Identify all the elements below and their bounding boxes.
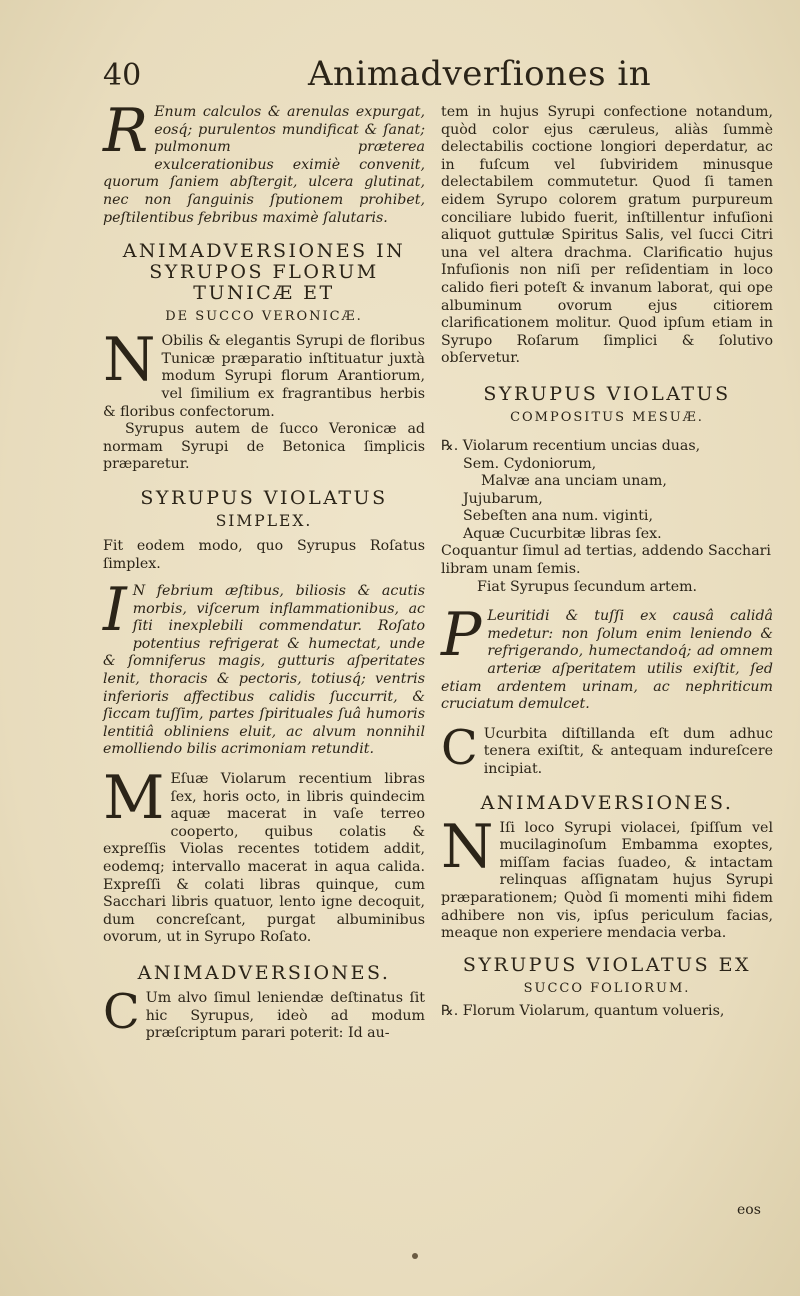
paragraph-text: Ucurbita diſtillanda eſt dum adhuc tenera exiſtit, & antequam indureſcere incipiat.	[483, 725, 773, 777]
paragraph	[103, 763, 425, 947]
paragraph	[103, 983, 425, 1043]
drop-cap: C	[441, 719, 478, 776]
paragraph	[103, 96, 425, 227]
drop-cap: N	[441, 811, 494, 882]
paragraph	[441, 811, 773, 943]
paragraph-text: Leuritidi & tuſſi ex causâ calidâ medetur: non ſolum enim leniendo & refrigerando, humectandoq́; ad omnem arteriæ aſperitatem utilis exiſtit, ſed etiam ardentem urinam, ac nephriticum cruciatum demulcet.	[441, 608, 773, 713]
paragraph	[103, 325, 425, 421]
drop-cap: P	[441, 600, 482, 671]
drop-cap: N	[103, 325, 156, 396]
drop-cap: R	[103, 96, 149, 166]
recipe-line: Jujubarum,	[463, 490, 543, 507]
paragraph	[441, 719, 773, 779]
running-head: Animadverſiones in	[308, 54, 652, 94]
left-column	[103, 96, 425, 1043]
catchword: eos	[737, 1202, 761, 1218]
section-heading: SYRUPUS VIOLATUS	[140, 486, 388, 509]
recipe-list	[441, 438, 773, 596]
section-subheading: SUCCO FOLIORUM.	[523, 980, 691, 996]
printer-mark	[412, 1253, 418, 1259]
drop-cap: I	[103, 575, 127, 646]
recipe-line: ℞. Florum Violarum, quantum volueris,	[441, 1002, 725, 1019]
paragraph: Syrupus autem de ſucco Veronicæ ad normam Syrupi de Betonica ſimplicis præparetur.	[103, 421, 425, 473]
paragraph	[103, 575, 425, 759]
section-subheading: COMPOSITUS MESUÆ.	[510, 409, 704, 425]
page-number: 40	[103, 58, 142, 93]
right-column	[441, 104, 773, 1020]
recipe-line: Malvæ ana unciam unam,	[481, 473, 667, 490]
section-heading: ANIMADVERSIONES IN SYRUPOS FLORUM TUNICÆ ET	[122, 240, 406, 305]
paragraph-text: N febrium æſtibus, biliosis & acutis morbis, viſcerum inflammationibus, ac ſiti inexplebili commendatur. Roſato potentius refrigerat & humectat, unde & ſomniferus magis, gutturis aſperitates lenit, thoracis & pectoris, totiusq́; ventris inferioris affectibus calidis ſuccurrit, & ſiccam tuſſim, partes ſpirituales ſuâ humoris lentitiâ obliniens eluit, ac alvum nonnihil emolliendo bilis acrimoniam retundit.	[103, 583, 425, 758]
recipe-line: ℞. Violarum recentium uncias duas,	[441, 437, 701, 454]
section-heading: ANIMADVERSIONES.	[480, 791, 734, 814]
paragraph-text: Obilis & elegantis Syrupi de floribus Tunicæ præparatio inſtituatur juxtà modum Syrupi florum Arantiorum, vel ſimilium ex fragrantibus herbis & floribus confectorum.	[103, 333, 425, 420]
paragraph	[441, 600, 773, 714]
section-heading: SYRUPUS VIOLATUS	[483, 382, 731, 405]
section-heading: SYRUPUS VIOLATUS EX	[462, 953, 752, 976]
recipe-line: Fiat Syrupus ſecundum artem.	[477, 578, 698, 595]
paragraph-text: Enum calculos & arenulas expurgat, eosq́; purulentos mundificat & ſanat; pulmonum præterea exulcerationibus eximiè convenit, quorum ſaniem abſtergit, ulcera glutinat, nec non ſanguinis ſputionem prohibet, peſtilentibus febribus maximè ſalutaris.	[103, 104, 425, 226]
recipe-line: Sebeſten ana num. viginti,	[463, 508, 653, 525]
recipe-line: Aquæ Cucurbitæ libras ſex.	[463, 525, 662, 542]
paragraph-text: Iſi loco Syrupi violacei, ſpiſſum vel mucilaginoſum Embamma exoptes, miſſam facias ſuadeo, & intactam relinquas aſſignatam hujus Syrupi præparationem; Quòd ſi momenti mihi fidem adhibere non vis, ipſus periculum facias, meaque non experiere mendacia verba.	[441, 819, 773, 942]
recipe-line: Sem. Cydoniorum,	[463, 455, 597, 472]
paragraph-text: Eſuæ Violarum recentium libras ſex, horis octo, in libris quindecim aquæ macerat in vaſe terreo cooperto, quibus colatis & expreſſis Violas recentes totidem addit, eodemq; intervallo macerat in aqua calida. Expreſſi & colati libras quinque, cum Sacchari libris quatuor, lento igne decoquit, dum concreſcant, purgat albuminibus ovorum, ut in Syrupo Roſato.	[103, 771, 425, 946]
section-subheading: SIMPLEX.	[215, 511, 313, 530]
recipe-line: Coquantur ſimul ad tertias, addendo Sacchari libram unam ſemis.	[441, 543, 771, 578]
page-header	[103, 54, 783, 98]
drop-cap: M	[103, 763, 165, 834]
paragraph: Fit eodem modo, quo Syrupus Roſatus ſimplex.	[103, 537, 425, 572]
drop-cap: C	[103, 983, 140, 1040]
section-subheading: DE SUCCO VERONICÆ.	[165, 309, 363, 325]
paragraph: tem in hujus Syrupi confectione notandum, quòd color ejus cæruleus, aliàs ſummè delectabilis coctione longiori deperdatur, ac in fuſcum vel ſubviridem minusque delectabilem commutetur. Quod ſi tamen eidem Syrupo colorem gratum purpureum conciliare lubido fuerit, inſtillentur infuſioni aliquot guttulæ Spiritus Salis, vel ſucci Citri una vel altera drachma. Clarificatio hujus Infuſionis non niſi per reſidentiam in loco calido fieri poteſt & invanum laborat, qui ope albuminum ovorum ejus citiorem clarificationem molitur. Quod ipſum etiam in Syrupo Roſarum ſimplici & ſolutivo obſervetur.	[441, 104, 773, 367]
paragraph-text: Um alvo ſimul leniendæ deſtinatus ſit hic Syrupus, ideò ad modum præſcriptum parari poterit: Id au-	[145, 989, 425, 1042]
recipe-list	[441, 1003, 773, 1021]
section-heading: ANIMADVERSIONES.	[137, 961, 391, 984]
